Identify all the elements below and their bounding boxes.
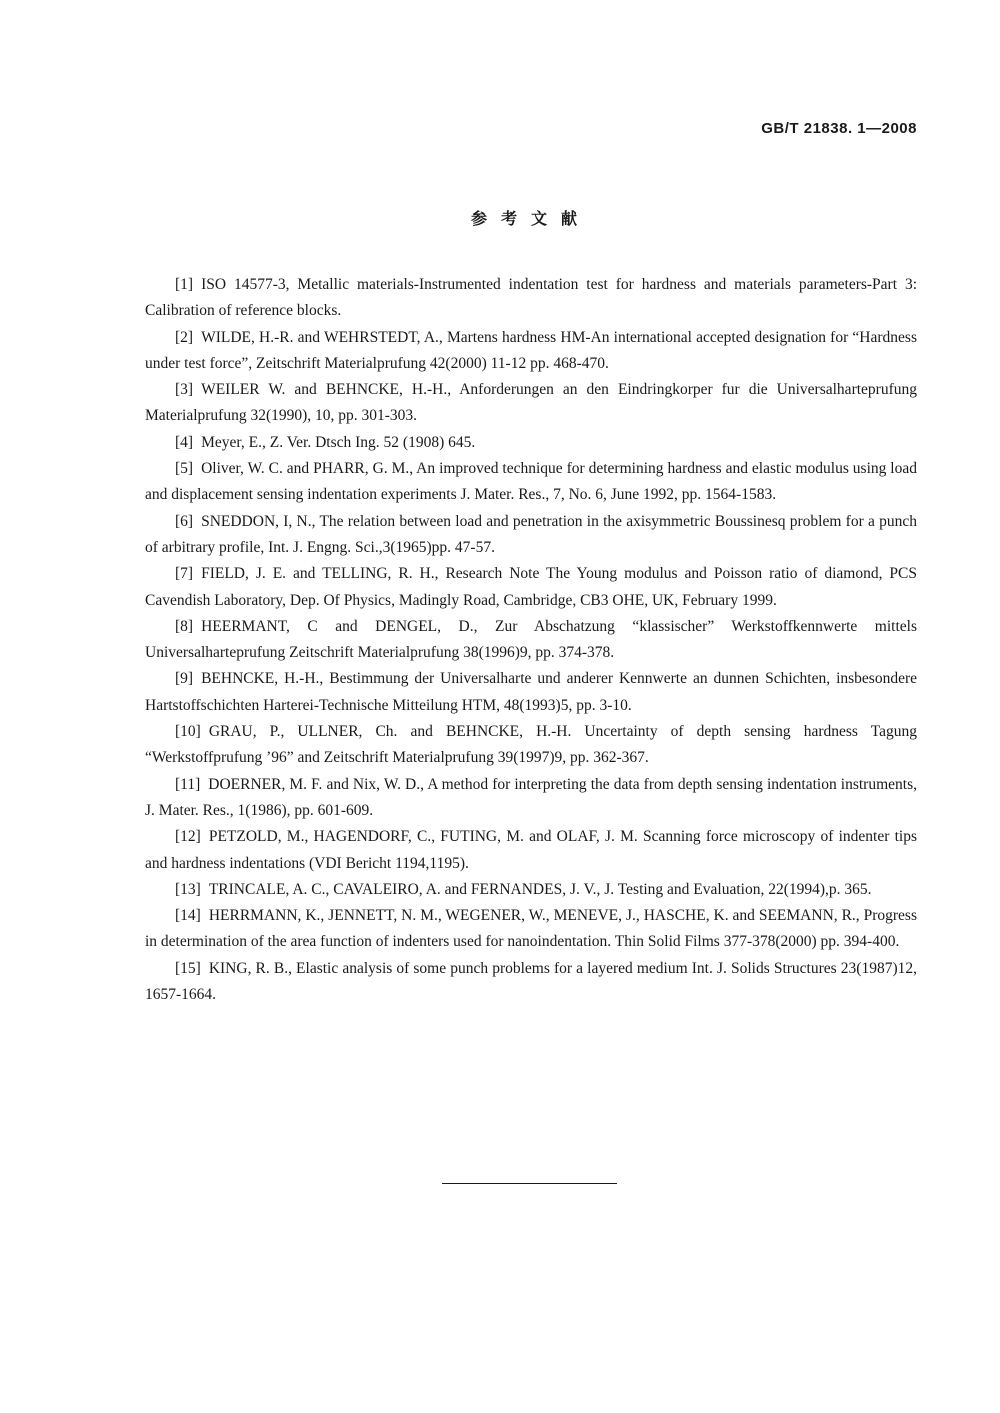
reference-list [145,272,917,1008]
reference-text: GRAU, P., ULLNER, Ch. and BEHNCKE, H.-H. Uncertainty of depth sensing hardness Tagung “Werkstoffprufung ’96” and Zeitschrift Materialprufung 39(1997)9, pp. 362-367. [145,723,917,767]
reference-number: [3] [175,381,194,399]
reference-number: [10] [175,723,201,741]
reference-item [145,719,917,772]
reference-number: [9] [175,670,194,688]
reference-text: WILDE, H.-R. and WEHRSTEDT, A., Martens hardness HM-An international accepted designation for “Hardness under test force”, Zeitschrift Materialprufung 42(2000) 11-12 pp. 468-470. [145,328,917,372]
section-title: 参考文献 [470,209,591,228]
reference-text: DOERNER, M. F. and Nix, W. D., A method for interpreting the data from depth sensing indentation instruments, J. Mater. Res., 1(1986), pp. 601-609. [145,775,917,819]
reference-item [145,456,917,509]
reference-item [145,877,917,903]
reference-text: Meyer, E., Z. Ver. Dtsch Ing. 52 (1908) 645. [201,433,476,451]
reference-item [145,325,917,378]
reference-text: KING, R. B., Elastic analysis of some punch problems for a layered medium Int. J. Solids Structures 23(1987)12, 1657-1664. [145,959,917,1004]
reference-text: WEILER W. and BEHNCKE, H.-H., Anforderungen an den Eindringkorper fur die Universalharteprufung Materialprufung 32(1990), 10, pp. 301-303. [145,381,917,425]
reference-item [145,272,917,325]
reference-text: PETZOLD, M., HAGENDORF, C., FUTING, M. and OLAF, J. M. Scanning force microscopy of indenter tips and hardness indentations (VDI Bericht 1194,1195). [145,828,917,872]
end-rule [442,1183,617,1184]
reference-number: [15] [175,959,201,977]
reference-item [145,377,917,430]
reference-item [145,509,917,562]
reference-text: TRINCALE, A. C., CAVALEIRO, A. and FERNANDES, J. V., J. Testing and Evaluation, 22(1994),p. 365. [208,880,872,898]
reference-number: [2] [175,328,194,346]
reference-item [145,903,917,956]
reference-number: [6] [175,512,194,530]
reference-text: FIELD, J. E. and TELLING, R. H., Research Note The Young modulus and Poisson ratio of diamond, PCS Cavendish Laboratory, Dep. Of Physics, Madingly Road, Cambridge, CB3 OHE, UK, February 1999. [145,565,917,609]
reference-text: ISO 14577-3, Metallic materials-Instrumented indentation test for hardness and materials parameters-Part 3: Calibration of reference blocks. [145,276,917,320]
reference-number: [13] [175,880,201,898]
reference-text: SNEDDON, I, N., The relation between load and penetration in the axisymmetric Boussinesq problem for a punch of arbitrary profile, Int. J. Engng. Sci.,3(1965)pp. 47-57. [145,512,917,556]
reference-item [145,772,917,825]
reference-number: [11] [175,775,201,793]
reference-number: [4] [175,433,194,451]
reference-text: BEHNCKE, H.-H., Bestimmung der Universalharte und anderer Kennwerte an dunnen Schichten, insbesondere Hartstoffschichten Harterei-Technische Mitteilung HTM, 48(1993)5, pp. 3-10. [145,670,917,714]
reference-number: [8] [175,617,194,635]
reference-number: [1] [175,276,194,293]
reference-text: HEERMANT, C and DENGEL, D., Zur Abschatzung “klassischer” Werkstoffkennwerte mittels Universalharteprufung Zeitschrift Materialprufung 38(1996)9, pp. 374-378. [145,617,917,662]
reference-number: [14] [175,907,201,925]
reference-number: [7] [175,565,194,583]
reference-text: HERRMANN, K., JENNETT, N. M., WEGENER, W., MENEVE, J., HASCHE, K. and SEEMANN, R., Progress in determination of the area function of indenters used for nanoindentation. Thin Solid Films 377-378(2000) pp. 394-400. [145,907,917,951]
document-code: GB/T 21838. 1—2008 [761,120,917,137]
reference-number: [5] [175,460,194,478]
reference-item [145,430,917,456]
reference-number: [12] [175,828,201,846]
reference-item [145,824,917,877]
reference-item [145,561,917,614]
reference-text: Oliver, W. C. and PHARR, G. M., An improved technique for determining hardness and elastic modulus using load and displacement sensing indentation experiments J. Mater. Res., 7, No. 6, June 1992, pp. 1564-1583. [145,460,917,504]
reference-item [145,666,917,719]
reference-item [145,614,917,667]
reference-item [145,956,917,1009]
